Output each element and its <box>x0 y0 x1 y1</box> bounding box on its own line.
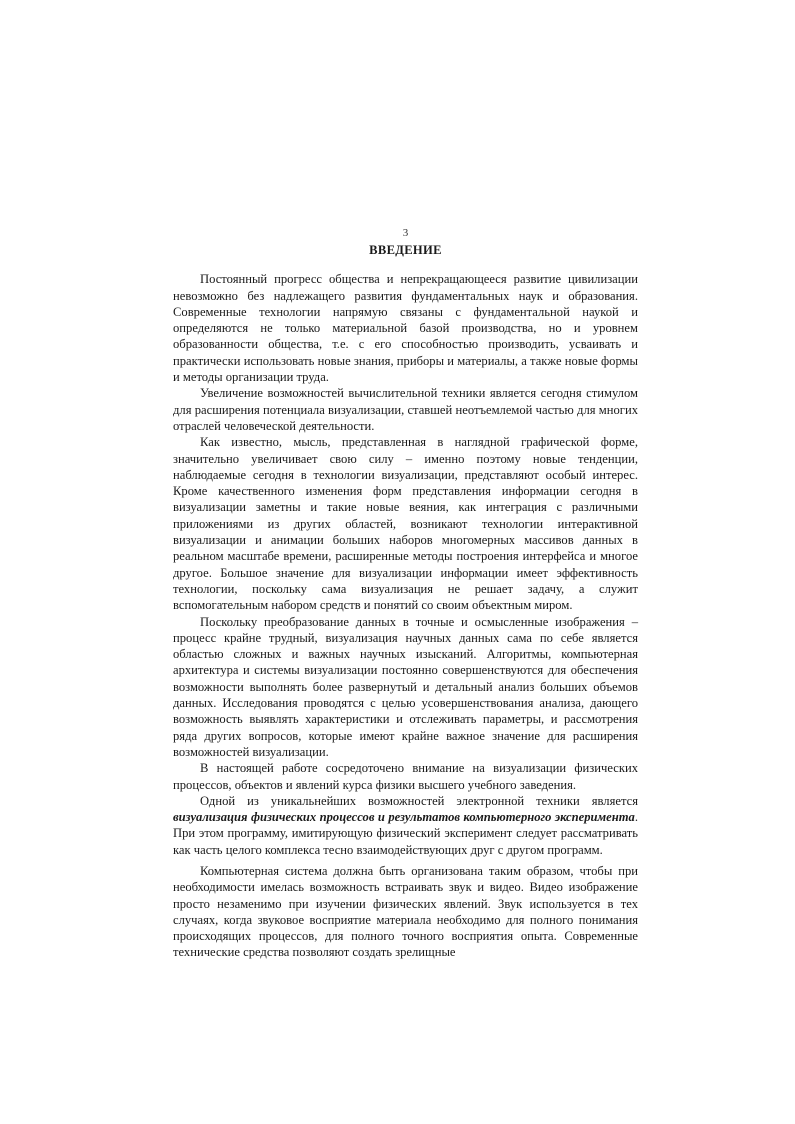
paragraph-6-tail: . При этом программу, имитирующую физический эксперимент следует рассматривать как часть целого комплекса тесно взаимодействующих друг с другом программ. <box>173 810 638 857</box>
paragraph-6 <box>173 793 638 858</box>
paragraph-2: Увеличение возможностей вычислительной техники является сегодня стимулом для расширения потенциала визуализации, ставшей неотъемлемой частью для многих отраслей человеческой деятельности. <box>173 386 638 433</box>
page-content <box>173 226 638 961</box>
paragraph-5: В настоящей работе сосредоточено внимание на визуализации физических процессов, объектов и явлений курса физики высшего учебного заведения. <box>173 761 638 792</box>
paragraph-1: Постоянный прогресс общества и непрекращающееся развитие цивилизации невозможно без надлежащего развития фундаментальных наук и образования. Современные технологии напрямую связаны с фундаментальной наукой и определяются не только материальной базой производства, но и уровнем образованности общества, т.е. с его способностью производить, усваивать и практически использовать новые знания, приборы и материалы, а также новые формы и методы организации труда. <box>173 272 638 385</box>
emphasized-phrase: визуализация физических процессов и результатов компьютерного эксперимента <box>173 810 635 825</box>
paragraph-3: Как известно, мысль, представленная в наглядной графической форме, значительно увеличивает свою силу – именно поэтому новые тенденции, наблюдаемые сегодня в технологии визуализации, представляют особый интерес. Кроме качественного изменения форм представления информации сегодня в визуализации заметны и такие новые веяния, как интеграция с различными приложениями из других областей, возникают технологии интерактивной визуализации и анимации больших наборов многомерных массивов данных в реальном масштабе времени, расширенные методы построения интерфейса и многое другое. Большое значение для визуализации информации имеет эффективность технологии, поскольку сама визуализация не решает задачу, а служит вспомогательным набором средств и понятий со своим объектным миром. <box>173 435 638 613</box>
paragraph-7: Компьютерная система должна быть организована таким образом, чтобы при необходимости имелась возможность встраивать звук и видео. Видео изображение просто незаменимо при изучении физических явлений. Звук используется в тех случаях, когда звуковое восприятие материала необходимо для полного понимания происходящих процессов, для полного точного восприятия опыта. Современные технические средства позволяют создать зрелищные <box>173 863 638 960</box>
paragraph-4: Поскольку преобразование данных в точные и осмысленные изображения – процесс крайне трудный, визуализация научных данных сама по себе является областью сложных и важных научных изысканий. Алгоритмы, компьютерная архитектура и системы визуализации постоянно совершенствуются для обеспечения возможности выполнять более развернутый и детальный анализ больших объемов данных. Исследования проводятся с целью усовершенствования анализа, дающего возможность выявлять характеристики и отслеживать параметры, и рассмотрения ряда других вопросов, которые имеют крайне важное значение для расширения возможностей визуализации. <box>173 614 638 759</box>
page-title: ВВЕДЕНИЕ <box>369 243 442 257</box>
page-number: 3 <box>402 227 409 239</box>
paragraph-6-lead: Одной из уникальнейших возможностей электронной техники является <box>200 793 638 808</box>
